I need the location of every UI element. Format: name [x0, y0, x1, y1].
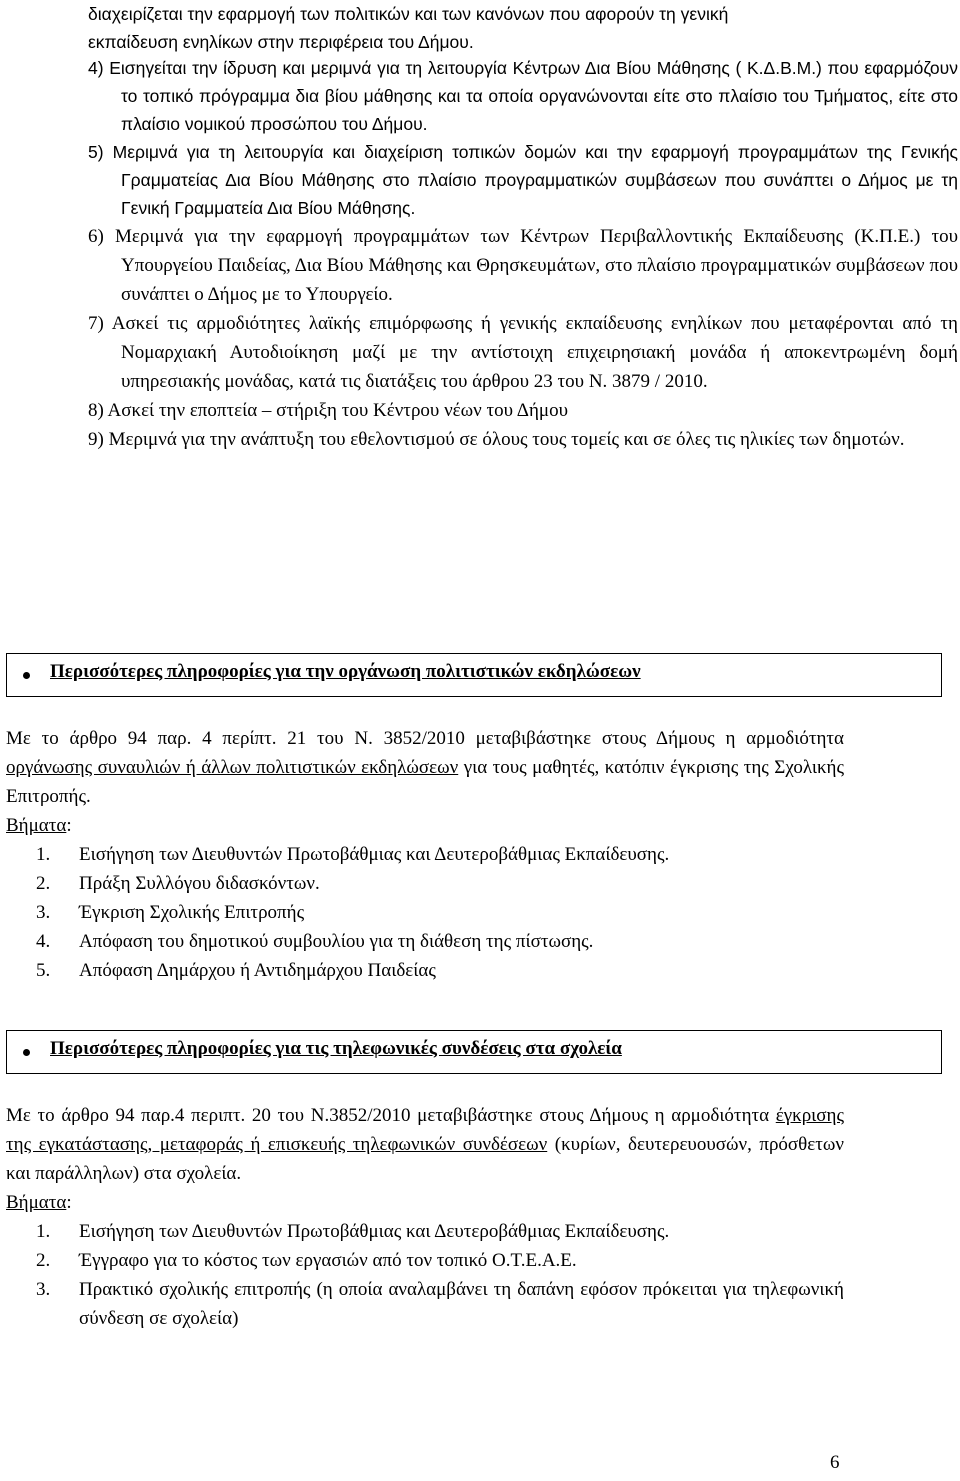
step-item: 5. Απόφαση Δημάρχου ή Αντιδημάρχου Παιδείας	[36, 960, 436, 981]
step-item: 2. Πράξη Συλλόγου διδασκόντων.	[36, 873, 320, 894]
step-item: 1. Εισήγηση των Διευθυντών Πρωτοβάθμιας και Δευτεροβάθμιας Εκπαίδευσης.	[36, 844, 670, 865]
competence-item-6	[88, 222, 958, 309]
bullet-icon	[23, 672, 30, 679]
steps-list-phones	[6, 1217, 844, 1333]
step-item: 3. Έγκριση Σχολικής Επιτροπής	[36, 902, 305, 923]
intro-line: διαχειρίζεται την εφαρμογή των πολιτικών και των κανόνων που αφορούν τη γενική	[88, 4, 729, 24]
competence-text: Μεριμνά για τη λειτουργία και διαχείριση τοπικών δομών και την εφαρμογή προγραμμάτων της Γενικής Γραμματείας Δια Βίου Μάθησης στο πλαίσιο προγραμματικών συμβάσεων που συνάπτει ο Δήμος με τη Γενική Γραμματεία Δια Βίου Μάθησης.	[112, 142, 958, 218]
competence-text: Μεριμνά για την ανάπτυξη του εθελοντισμού σε όλους τους τομείς και σε όλες τις ηλικίες των δημοτών.	[108, 429, 905, 450]
section-paragraph: Με το άρθρο 94 παρ. 4 περίπτ. 21 του Ν. 3852/2010 μεταβιβάστηκε στους Δήμους η αρμοδιότητα οργάνωσης συναυλιών ή άλλων πολιτιστικών εκδηλώσεων για τους μαθητές, κατόπιν έγκρισης της Σχολικής Επιτροπής.	[6, 728, 844, 807]
intro-line: εκπαίδευση ενηλίκων στην περιφέρεια του Δήμου.	[88, 32, 474, 52]
competence-text: Ασκεί την εποπτεία – στήριξη του Κέντρου νέων του Δήμου	[107, 400, 568, 421]
section-heading-events: Περισσότερες πληροφορίες για την οργάνωση πολιτιστικών εκδηλώσεων	[50, 661, 641, 682]
section-body-events	[6, 724, 844, 985]
competence-text: Μεριμνά για την εφαρμογή προγραμμάτων των Κέντρων Περιβαλλοντικής Εκπαίδευσης (Κ.Π.Ε.) του Υπουργείου Παιδείας, Δια Βίου Μάθησης και Θρησκευμάτων, στο πλαίσιο προγραμματικών συμβάσεων που συνάπτει ο Δήμος με το Υπουργείο.	[114, 226, 958, 305]
competence-item-7	[88, 309, 958, 396]
steps-list-events	[6, 840, 844, 985]
step-item: 4. Απόφαση του δημοτικού συμβουλίου για τη διάθεση της πίστωσης.	[36, 931, 594, 952]
competence-number: 8)	[88, 400, 104, 421]
intro-paragraph	[88, 0, 958, 56]
steps-label: Βήματα:	[6, 1192, 72, 1213]
step-item: 3. Πρακτικό σχολικής επιτροπής (η οποία αναλαμβάνει τη δαπάνη εφόσον πρόκειται για τηλεφωνική σύνδεση σε σχολεία)	[36, 1279, 844, 1329]
underlined-competence: έγκρισης της εγκατάστασης, μεταφοράς ή επισκευής τηλεφωνικών συνδέσεων	[6, 1105, 844, 1155]
bullet-icon	[23, 1049, 30, 1056]
competence-number: 9)	[88, 429, 104, 450]
section-heading-box-events	[6, 653, 942, 697]
competence-number: 4)	[88, 58, 104, 78]
competence-number: 7)	[88, 313, 104, 334]
section-heading-box-phones	[6, 1030, 942, 1074]
competence-number: 6)	[88, 226, 104, 247]
step-item: 2. Έγγραφο για το κόστος των εργασιών από τον τοπικό Ο.Τ.Ε.Α.Ε.	[36, 1250, 577, 1271]
steps-label: Βήματα:	[6, 815, 72, 836]
section-paragraph: Με το άρθρο 94 παρ.4 περιπτ. 20 του Ν.3852/2010 μεταβιβάστηκε στους Δήμους η αρμοδιότητα έγκρισης της εγκατάστασης, μεταφοράς ή επισκευής τηλεφωνικών συνδέσεων (κυρίων, δευτερευουσών, πρόσθετων και παράλληλων) στα σχολεία.	[6, 1105, 844, 1184]
step-item: 1. Εισήγηση των Διευθυντών Πρωτοβάθμιας και Δευτεροβάθμιας Εκπαίδευσης.	[36, 1221, 670, 1242]
competence-item-9	[88, 425, 958, 454]
competences-list	[88, 54, 958, 454]
section-body-phones	[6, 1101, 844, 1333]
competence-item-8	[88, 396, 958, 425]
competence-item-4	[88, 54, 958, 138]
competence-text: Εισηγείται την ίδρυση και μεριμνά για τη λειτουργία Κέντρων Δια Βίου Μάθησης ( Κ.Δ.Β.Μ.) που εφαρμόζουν το τοπικό πρόγραμμα δια βίου μάθησης και τα οποία οργανώνονται είτε στο πλαίσιο του Τμήματος, είτε στο πλαίσιο νομικού προσώπου του Δήμου.	[109, 58, 958, 134]
competence-number: 5)	[88, 142, 104, 162]
section-heading-phones: Περισσότερες πληροφορίες για τις τηλεφωνικές συνδέσεις στα σχολεία	[50, 1038, 622, 1059]
page-number: 6	[830, 1452, 840, 1473]
underlined-competence: οργάνωσης συναυλιών ή άλλων πολιτιστικών εκδηλώσεων	[6, 757, 459, 778]
competence-text: Ασκεί τις αρμοδιότητες λαϊκής επιμόρφωσης ή γενικής εκπαίδευσης ενηλίκων που μεταφέρονται από τη Νομαρχιακή Αυτοδιοίκηση μαζί με την αντίστοιχη επιχειρησιακή μονάδα ή αποκεντρωμένη δομή υπηρεσιακής μονάδας, κατά τις διατάξεις του άρθρου 23 του Ν. 3879 / 2010.	[111, 313, 958, 392]
competence-item-5	[88, 138, 958, 222]
